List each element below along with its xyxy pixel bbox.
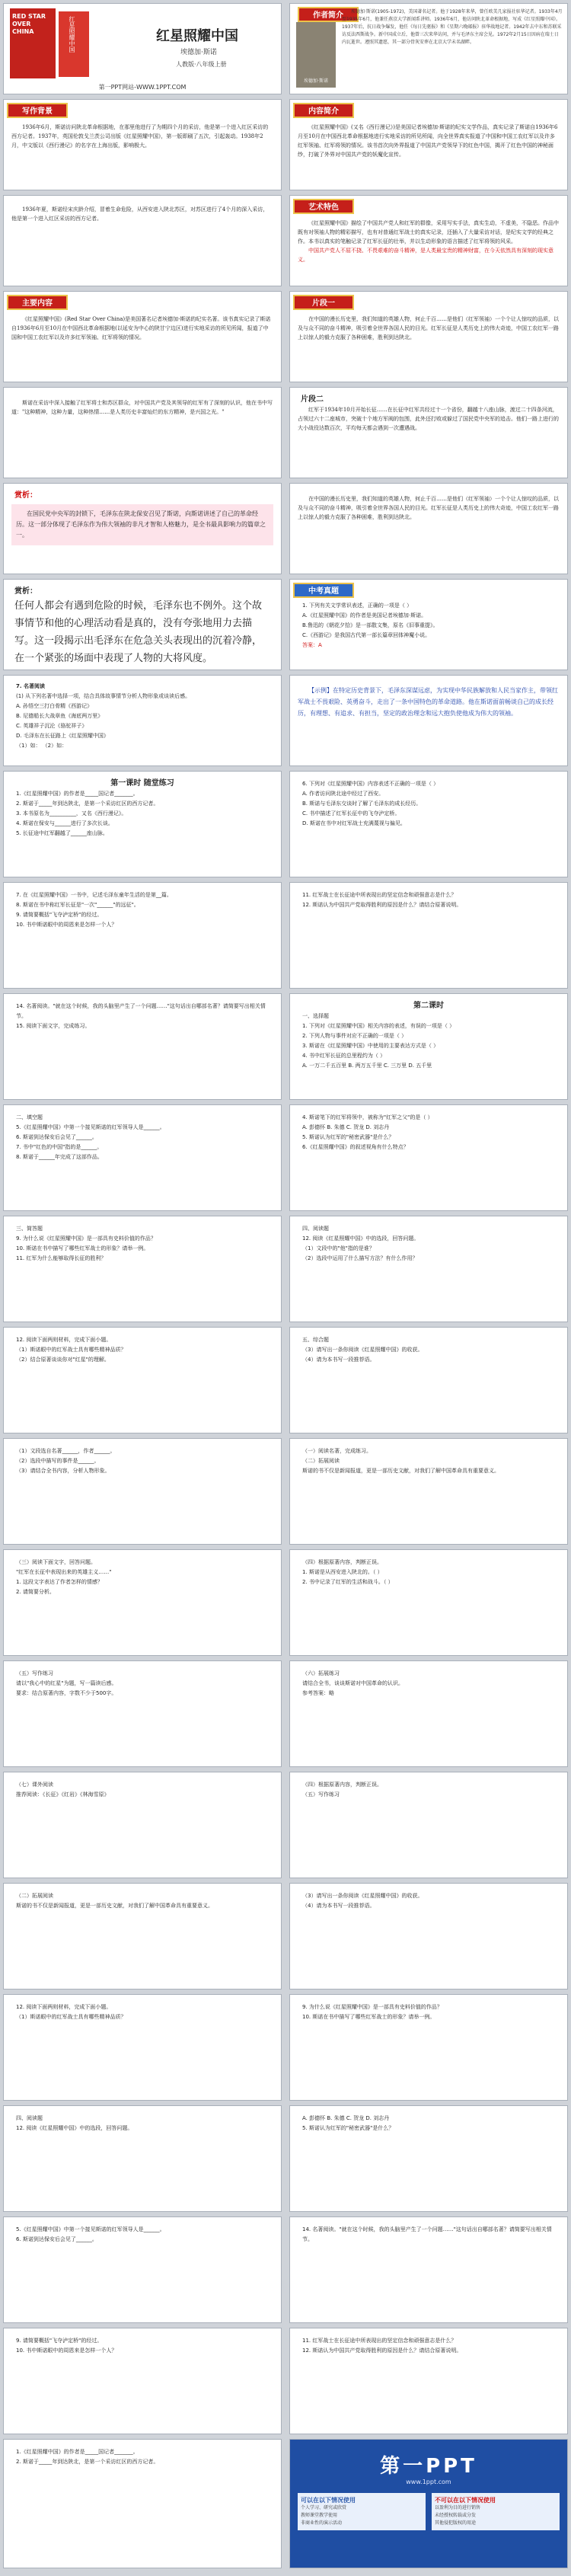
- worksheet8-slide: [289, 1104, 568, 1211]
- background-banner: 写作背景: [7, 103, 68, 118]
- worksheet31-item-0: 1.《红星照耀中国》的作者是_____国记者_______。: [16, 2449, 139, 2455]
- worksheet31-item-1: 2. 斯诺于_____年到达陕北，是第一个采访红区的西方记者。: [16, 2459, 159, 2465]
- worksheet7-item-1: 5.《红星照耀中国》中第一个接见斯诺的红军领导人是______。: [16, 1124, 165, 1130]
- worksheet19-item-0: （七）课外阅读: [16, 1782, 53, 1788]
- worksheet3-item-0: 7. 在《红星照耀中国》一书中，记述毛泽东童年生活的是第__篇。: [16, 892, 172, 898]
- author-slide: [289, 3, 568, 94]
- worksheet15-item-0: （三）阅读下面文字，回答问题。: [16, 1559, 96, 1565]
- appreciation-slide: [3, 483, 282, 574]
- worksheet5-item-1: 15. 阅读下面文字，完成练习。: [16, 1023, 91, 1029]
- worksheet31-slide: [3, 2439, 282, 2568]
- worksheet26-slide: [289, 2105, 568, 2212]
- reading-q: 7. 名著阅读: [16, 683, 45, 689]
- worksheet15-slide: [3, 1549, 282, 1656]
- worksheet1-item-2: 3. 本书原名为__________，又名《西行漫记》。: [16, 810, 127, 817]
- worksheet27-item-1: 6. 斯诺到达保安后会见了______。: [16, 2236, 97, 2242]
- worksheet14-slide: [289, 1438, 568, 1545]
- worksheet7-item-4: 8. 斯诺于______年完成了这部作品。: [16, 1154, 103, 1160]
- main-content-text: 《红星照耀中国》(Red Star Over China)是美国著名记者埃德加·斯诺的纪实名著。该书真实记录了斯诺自1936年6月至10月在中国西北革命根据地(以延安为中心的陕甘宁边区)进行实地采访的所见所闻，报道了中国和中国工农红军以及许多红军领袖、红军将领的情况。: [11, 316, 271, 340]
- reading-sub-3: C. 英雄祥子沉沦《骆驼祥子》: [16, 723, 88, 729]
- cover-edition: 人教版·八年级上册: [176, 61, 227, 68]
- worksheet20-item-0: （四）根据原著内容，判断正误。: [302, 1782, 382, 1788]
- worksheet22-slide: [289, 1883, 568, 1990]
- features-text-red: 中国共产党人不屈不挠、不畏艰难的奋斗精神，是人类最宝贵的精神财富，在今天依然具有深刻的现实意义。: [298, 248, 553, 263]
- worksheet2-slide: [289, 771, 568, 877]
- worksheet16-item-2: 2. 书中记录了红军的生活和战斗。（ ）: [302, 1579, 394, 1585]
- worksheet6-item-5: A. 一万二千五百里 B. 两万五千里 C. 三万里 D. 五千里: [302, 1063, 432, 1069]
- worksheet13-item-0: （1）文段选自名著______，作者______。: [16, 1448, 116, 1454]
- worksheet7-item-2: 6. 斯诺到达保安后会见了______。: [16, 1134, 97, 1140]
- worksheet21-slide: [3, 1883, 282, 1990]
- excerpt2-slide: [289, 387, 568, 478]
- intro-text-2: 1936年夏，斯诺经宋庆龄介绍，冒着生命危险，从西安进入陕北苏区，对苏区进行了4个月的深入采访，他是第一个进入红区采访的西方记者。: [11, 206, 269, 222]
- reading-question-slide: [3, 675, 282, 766]
- worksheet21-item-1: 斯诺的书不仅是新闻报道，更是一部历史文献，对我们了解中国革命具有重要意义。: [16, 1903, 213, 1909]
- worksheet29-item-0: 9. 请简要概括"飞夺泸定桥"的经过。: [16, 2338, 103, 2344]
- worksheet25-item-0: 四、阅读题: [16, 2115, 43, 2121]
- cover-title: 红星照耀中国: [156, 28, 238, 44]
- worksheet13-slide: [3, 1438, 282, 1545]
- main-content-banner: 主要内容: [7, 295, 68, 310]
- worksheet11-slide: [3, 1327, 282, 1433]
- worksheet16-item-0: （四）根据原著内容，判断正误。: [302, 1559, 382, 1565]
- worksheet1-item-1: 2. 斯诺于_____年到达陕北，是第一个采访红区的西方记者。: [16, 801, 159, 807]
- worksheet18-item-1: 请结合全书，谈谈斯诺对中国革命的认识。: [302, 1680, 404, 1686]
- worksheet1-item-0: 1.《红星照耀中国》的作者是_____国记者_______。: [16, 791, 139, 797]
- worksheet12-item-2: （4）请为本书写一段推荐语。: [302, 1357, 375, 1363]
- book-cn-title: 红星照耀中国: [69, 16, 75, 53]
- worksheet30-item-1: 12. 斯诺认为中国共产党取得胜利的原因是什么？请结合原著说明。: [302, 2347, 462, 2354]
- features-banner: 艺术特色: [293, 199, 354, 214]
- worksheet15-item-3: 2. 请简要分析。: [16, 1589, 55, 1595]
- excerpt2-text: 红军于1934年10月开始长征……在长征中红军共经过十一个省份，翻越十八座山脉，渡过二十四条河流，占领过六十二座城市，突破十个地方军阀的包围，此外还打败或躲过了国民党中央军的追击。他们一路上进行的大小战役达数百次，平均每天都会遇到一次遭遇战。: [298, 407, 559, 431]
- worksheet10-slide: [289, 1216, 568, 1322]
- worksheet6-item-2: 2. 下列人物与事件对应不正确的一项是（ ）: [302, 1033, 407, 1039]
- ad-logo: 第一PPT: [380, 2455, 477, 2478]
- ad-right-item: 以盈利为目的进行销售: [435, 2505, 481, 2510]
- worksheet27-item-0: 5.《红星照耀中国》中第一个接见斯诺的红军领导人是______。: [16, 2226, 165, 2232]
- background-text: 1936年6月，斯诺访问陕北革命根据地，在那里他进行了为期四个月的采访，他是第一个进入红区采访的西方记者。1937年，英国伦敦戈兰茨公司出版《红星照耀中国》，第一版即刷了五次，引起轰动。1938年2月，中文版以《西行漫记》的名字在上海出版，影响极大。: [11, 124, 269, 149]
- worksheet28-slide: [289, 2216, 568, 2323]
- book-en-title: RED STAR OVER CHINA: [12, 13, 46, 35]
- worksheet7-item-0: 二、填空题: [16, 1114, 43, 1120]
- worksheet30-slide: [289, 2328, 568, 2434]
- worksheet17-item-1: 请以"我心中的红星"为题，写一篇读后感。: [16, 1680, 117, 1686]
- ad-right-item: 未经授权转载或分发: [435, 2513, 477, 2518]
- worksheet17-item-0: （五）写作练习: [16, 1670, 53, 1676]
- worksheet29-item-1: 10. 书中斯诺眼中的周恩来是怎样一个人？: [16, 2347, 117, 2354]
- worksheet17-slide: [3, 1660, 282, 1767]
- worksheet9-slide: [3, 1216, 282, 1322]
- worksheet1-item-3: 4. 斯诺在保安与______进行了多次长谈。: [16, 820, 113, 826]
- worksheet14-item-1: （二）拓展阅读: [302, 1458, 340, 1464]
- worksheet11-item-1: （1）斯诺眼中的红军战士具有哪些精神品质？: [16, 1347, 126, 1353]
- main-content-slide: [3, 291, 282, 382]
- worksheet29-slide: [3, 2328, 282, 2434]
- worksheet10-item-3: （2）选段中运用了什么描写方法？有什么作用？: [302, 1255, 418, 1261]
- excerpt1-banner: 片段一: [293, 295, 354, 310]
- worksheet11-item-2: （2）结合原著谈谈你对"红星"的理解。: [16, 1357, 110, 1363]
- worksheet12-item-0: 五、综合题: [302, 1337, 329, 1343]
- exam-opt-a: A.《红星照耀中国》的作者是美国记者埃德加·斯诺。: [302, 612, 427, 618]
- excerpt1-text: 在中国的漫长历史里，我们知道的英雄人物，何止千百……是他们（红军领袖）一个个让人惊叹的品质，以及与众不同的奋斗精神，吸引着全世界各国人民的目光。红军长征是人类历史上的伟大奇迹，中国工农红军一路上以惊人的毅力克服了各种困难，胜利到达陕北。: [298, 316, 559, 340]
- worksheet3-item-2: 9. 请简要概括"飞夺泸定桥"的经过。: [16, 912, 103, 918]
- worksheet7-slide: [3, 1104, 282, 1211]
- content-banner: 内容简介: [293, 103, 354, 118]
- worksheet14-item-2: 斯诺的书不仅是新闻报道，更是一部历史文献，对我们了解中国革命具有重要意义。: [302, 1468, 499, 1474]
- worksheet16-slide: [289, 1549, 568, 1656]
- excerpt2-slide-b: [289, 483, 568, 574]
- worksheet3-slide: [3, 882, 282, 989]
- worksheet14-item-0: （一）阅读名著，完成练习。: [302, 1448, 372, 1454]
- ad-right-title: 不可以在以下情况使用: [435, 2497, 496, 2504]
- worksheet24-item-1: 10. 斯诺在书中描写了哪些红军战士的形象？请举一例。: [302, 2014, 435, 2020]
- worksheet20-slide: [289, 1772, 568, 1878]
- cover-slide: [3, 3, 282, 94]
- worksheet2-item-0: 6. 下列对《红星照耀中国》内容表述不正确的一项是（ ）: [302, 781, 439, 787]
- worksheet28-item-0: 14. 名著阅读。"就在这个时候，我的头脑里产生了一个问题……"这句话出自哪部名著？请简要写出相关情节。: [302, 2226, 552, 2242]
- worksheet24-item-0: 9. 为什么说《红星照耀中国》是一部具有史料价值的作品？: [302, 2004, 442, 2010]
- worksheet8-item-2: 5. 斯诺认为红军的"秘密武器"是什么？: [302, 1134, 394, 1140]
- worksheet4-slide: [289, 882, 568, 989]
- ad-slide: [289, 2439, 568, 2568]
- worksheet30-item-0: 11. 红军战士在长征途中所表现出的坚定信念和顽强意志是什么？: [302, 2338, 457, 2344]
- book-cover-image: [10, 8, 56, 78]
- main-content-text-2: 斯诺在采访中深入接触了红军将士和苏区群众，对中国共产党及其领导的红军有了深刻的认识，他在书中写道："这种精神，这种力量，这种热情……是人类历史丰富灿烂的东方精神，是兴国之光。": [11, 400, 273, 415]
- ad-left-box: [298, 2493, 426, 2530]
- worksheet7-item-3: 7. 书中"红色的中国"指的是______。: [16, 1144, 103, 1150]
- exam-slide: [289, 579, 568, 670]
- worksheet18-item-0: （六）拓展练习: [302, 1670, 340, 1676]
- worksheet8-item-3: 6.《红星照耀中国》的叙述视角有什么特点？: [302, 1144, 409, 1150]
- reading-sub-2: B. 尼德船长大战章鱼《海底两万里》: [16, 713, 104, 719]
- worksheet12-item-1: （3）请写出一条你阅读《红星照耀中国》的收获。: [302, 1347, 423, 1353]
- worksheet10-item-0: 四、阅读题: [302, 1226, 329, 1232]
- worksheet24-slide: [289, 1994, 568, 2101]
- exam-q1: 1. 下列有关文学常识表述，正确的一项是（ ）: [302, 602, 413, 609]
- example-answer-slide: [289, 675, 568, 766]
- worksheet3-item-1: 8. 斯诺在书中称红军长征是"一次"______"的远征"。: [16, 902, 139, 908]
- worksheet6-item-0: 一、选择题: [302, 1013, 329, 1019]
- author-banner: 作者简介: [298, 7, 359, 22]
- appreciation-title: 赏析：: [14, 491, 37, 500]
- ad-left-title: 可以在以下情况使用: [301, 2497, 356, 2504]
- worksheet8-item-1: A. 彭德怀 B. 朱德 C. 贺龙 D. 刘志丹: [302, 1124, 390, 1130]
- worksheet15-item-1: "红军在长征中表现出来的英雄主义……": [16, 1569, 112, 1575]
- worksheet9-item-1: 9. 为什么说《红星照耀中国》是一部具有史料价值的作品？: [16, 1235, 156, 1242]
- ad-left-item: 个人学习、研究或欣赏: [301, 2505, 347, 2510]
- features-text: 《红星照耀中国》描绘了中国共产党人和红军的群像，采用写实手法，真实生动，不虚美，不隐恶。作品中既有对领袖人物的精彩描写，也有对普通红军战士的真实记录，还插入了大量采访对话，是纪实文学的经典之作。本书以真实的笔触记录了红军长征的壮举，并以生动形象的语言描述了红军将领的风采。: [298, 220, 559, 244]
- worksheet1-title: 第一课时 随堂练习: [110, 779, 174, 788]
- exam-answer: 答案：A: [302, 642, 322, 648]
- worksheet2-item-2: B. 斯诺与毛泽东交谈时了解了毛泽东的成长经历。: [302, 801, 422, 807]
- worksheet2-item-1: A. 作者访问陕北途中经过了西安。: [302, 791, 384, 797]
- reading-sub-4: D. 毛泽东在长征路上《红星照耀中国》: [16, 733, 109, 739]
- worksheet8-item-0: 4. 斯诺笔下的红军将领中，被称为"红军之父"的是（ ）: [302, 1114, 433, 1120]
- content-intro-slide: [289, 99, 568, 190]
- example-answer-text: 【示例】在特定历史背景下，毛泽东深谋远虑，为实现中华民族解放和人民当家作主，带领红军战士不畏艰险、英勇奋斗，走出了一条中国特色的革命道路。他在斯诺面前畅谈自己的成长经历，有理想、有追求、有担当，坚定的政治理念和远大抱负使他成为伟大的领袖。: [298, 687, 558, 717]
- exam-opt-b: B.鲁迅的《朝花夕拾》是一部散文集，原名《旧事重提》。: [302, 622, 439, 628]
- worksheet6-title: 第二课时: [413, 1002, 444, 1010]
- worksheet6-slide: [289, 993, 568, 1100]
- worksheet17-item-2: 要求：结合原著内容，字数不少于500字。: [16, 1690, 117, 1696]
- excerpt1-slide: [289, 291, 568, 382]
- worksheet4-item-1: 12. 斯诺认为中国共产党取得胜利的原因是什么？请结合原著说明。: [302, 902, 462, 908]
- exam-banner: 中考真题: [293, 583, 354, 598]
- worksheet2-item-4: D. 斯诺在书中对红军战士充满蔑视与偏见。: [302, 820, 406, 826]
- worksheet6-item-3: 3. 斯诺在《红星照耀中国》中使用的主要表达方式是（ ）: [302, 1043, 439, 1049]
- ad-url: www.1ppt.com: [406, 2479, 451, 2485]
- worksheet6-item-4: 4. 书中红军长征的总里程约为（ ）: [302, 1053, 386, 1059]
- appreciation2-text: 任何人都会有遇到危险的时候，毛泽东也不例外。这个故事情节和他的心理活动看是真的，没有夸张地用力去描写。这一段揭示出毛泽东在危急关头表现出的沉着冷静，在一个紧张的场面中表现了人物的大将风度。: [14, 600, 263, 664]
- worksheet5-slide: [3, 993, 282, 1100]
- worksheet10-item-2: （1）文段中的"他"指的是谁？: [302, 1245, 375, 1251]
- worksheet19-item-1: 推荐阅读：《长征》《红岩》《林海雪原》: [16, 1791, 110, 1798]
- background-slide: [3, 99, 282, 190]
- worksheet21-item-0: （二）拓展阅读: [16, 1893, 53, 1899]
- worksheet11-item-0: 12. 阅读下面两则材料，完成下面小题。: [16, 1337, 112, 1343]
- worksheet16-item-1: 1. 斯诺是从西安进入陕北的。（ ）: [302, 1569, 383, 1575]
- appreciation2-title: 赏析：: [14, 587, 37, 596]
- worksheet18-item-2: 参考答案：略: [302, 1690, 334, 1696]
- author-photo-caption: 埃德加·斯诺: [304, 78, 328, 84]
- worksheet6-item-1: 1. 下列对《红星照耀中国》相关内容的表述，有误的一项是（ ）: [302, 1023, 455, 1029]
- worksheet1-slide: [3, 771, 282, 877]
- reading-ans: （1）如： （2）如：: [16, 743, 68, 749]
- intro-slide-2: [3, 195, 282, 286]
- appreciation-text: 在国民党中央军的封锁下，毛泽东在陕北保安召见了斯诺，向斯诺讲述了自己的革命经历。这一部分体现了毛泽东作为伟大领袖的非凡才智和人格魅力，是全书最具影响力的篇章之一。: [11, 504, 273, 545]
- excerpt2-title: 片段二: [301, 395, 324, 404]
- worksheet1-item-4: 5. 长征途中红军翻越了______座山脉。: [16, 830, 108, 836]
- excerpt2-text-b: 在中国的漫长历史里，我们知道的英雄人物，何止千百……是他们（红军领袖）一个个让人惊叹的品质，以及与众不同的奋斗精神，吸引着全世界各国人民的目光。红军长征是人类历史上的伟大奇迹，中国工农红军一路上以惊人的毅力克服了各种困难，胜利到达陕北。: [298, 496, 559, 520]
- worksheet3-item-3: 10. 书中斯诺眼中的周恩来是怎样一个人？: [16, 922, 117, 928]
- worksheet23-item-0: 12. 阅读下面两则材料，完成下面小题。: [16, 2004, 112, 2010]
- worksheet10-item-1: 12. 阅读《红星照耀中国》中的选段，回答问题。: [302, 1235, 419, 1242]
- worksheet22-item-0: （3）请写出一条你阅读《红星照耀中国》的收获。: [302, 1893, 423, 1899]
- worksheet13-item-1: （2）选段中描写的事件是______。: [16, 1458, 100, 1464]
- worksheet15-item-2: 1. 这段文字表达了作者怎样的情感？: [16, 1579, 103, 1585]
- cover-author: 埃德加·斯诺: [180, 49, 217, 56]
- cover-site: 第一PPT网站-WWW.1PPT.COM: [98, 84, 187, 91]
- worksheet26-item-0: A. 彭德怀 B. 朱德 C. 贺龙 D. 刘志丹: [302, 2115, 390, 2121]
- ad-right-box: [432, 2493, 560, 2530]
- ad-right-item: 其他侵犯版权的用途: [435, 2520, 477, 2526]
- worksheet9-item-0: 三、简答题: [16, 1226, 43, 1232]
- worksheet25-slide: [3, 2105, 282, 2212]
- author-text: 埃德加·斯诺(1905-1972)，美国著名记者。他于1928年来华，曾任欧美几家报社驻华记者。1933年4月至1935年6月，他兼任燕京大学新闻系讲师。1936年6月，他访问陕北革命根据地，写成《红星照耀中国》。1937年后，抗日战争爆发，他任《每日先驱报》和《星期六晚邮报》驻华战地记者。1942年去中东和苏联采访反法西斯战争。新中国成立后，他曾三次来华访问，并与毛泽东主席会见。1972年2月15日因病在瑞士日内瓦逝世。遵照其遗愿，其一部分骨灰安葬在北京大学未名湖畔。: [342, 9, 563, 45]
- worksheet23-slide: [3, 1994, 282, 2101]
- exam-opt-c: C.《西游记》是我国古代第一部长篇章回体神魔小说。: [302, 632, 431, 638]
- worksheet26-item-1: 5. 斯诺认为红军的"秘密武器"是什么？: [302, 2125, 394, 2131]
- worksheet22-item-1: （4）请为本书写一段推荐语。: [302, 1903, 375, 1909]
- worksheet9-item-3: 11. 红军为什么能够取得长征的胜利？: [16, 1255, 107, 1261]
- worksheet13-item-2: （3）请结合全书内容，分析人物形象。: [16, 1468, 110, 1474]
- worksheet4-item-0: 11. 红军战士在长征途中所表现出的坚定信念和顽强意志是什么？: [302, 892, 457, 898]
- worksheet25-item-1: 12. 阅读《红星照耀中国》中的选段，回答问题。: [16, 2125, 133, 2131]
- worksheet20-item-1: （五）写作练习: [302, 1791, 340, 1798]
- worksheet12-slide: [289, 1327, 568, 1433]
- worksheet19-slide: [3, 1772, 282, 1878]
- features-slide: [289, 195, 568, 286]
- worksheet23-item-1: （1）斯诺眼中的红军战士具有哪些精神品质？: [16, 2014, 126, 2020]
- ad-left-item: 教师课堂教学使用: [301, 2513, 338, 2518]
- book-spine-image: [59, 11, 89, 77]
- worksheet27-slide: [3, 2216, 282, 2323]
- main-content-slide-2: [3, 387, 282, 478]
- author-photo: [296, 22, 336, 88]
- content-text: 《红星照耀中国》(又名《西行漫记》)是美国记者埃德加·斯诺的纪实文学作品，真实记录了斯诺自1936年6月至10月在中国西北革命根据地进行实地采访的所见所闻，向全世界真实报道了中国和中国工农红军以及许多红军领袖、红军将领的情况。该书首次向外界报道了中国共产党领导下的红色中国，揭开了红色中国的神秘面纱，打破了外界对中国共产党的妖魔化宣传。: [298, 124, 558, 158]
- reading-sub-0: (1) 从下列名著中选择一项，结合具体故事情节分析人物形象或谈读后感。: [16, 693, 191, 699]
- reading-sub-1: A. 孙悟空三打白骨精《西游记》: [16, 703, 93, 709]
- worksheet5-item-0: 14. 名著阅读。"就在这个时候，我的头脑里产生了一个问题……"这句话出自哪部名著？请简要写出相关情节。: [16, 1003, 266, 1019]
- ad-left-item: 非商业性的演示活动: [301, 2520, 343, 2526]
- appreciation2-slide: [3, 579, 282, 670]
- worksheet18-slide: [289, 1660, 568, 1767]
- worksheet2-item-3: C. 书中描述了红军长征中的飞夺泸定桥。: [302, 810, 400, 817]
- worksheet9-item-2: 10. 斯诺在书中描写了哪些红军战士的形象？请举一例。: [16, 1245, 149, 1251]
